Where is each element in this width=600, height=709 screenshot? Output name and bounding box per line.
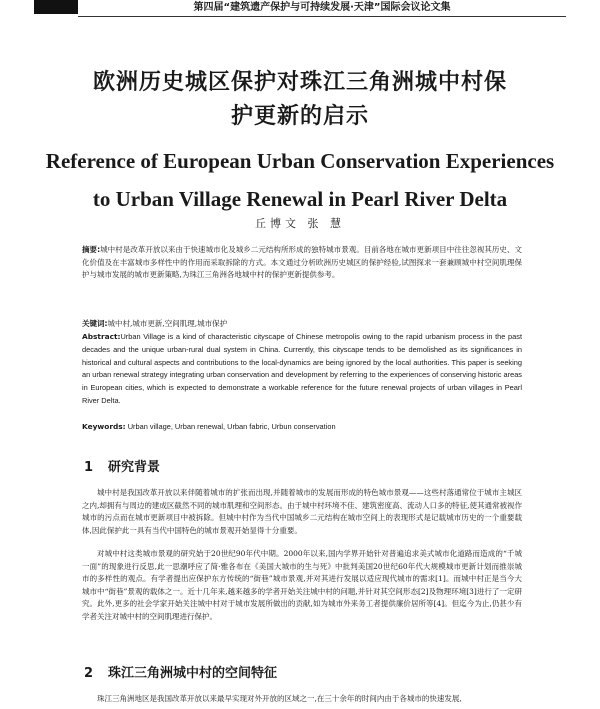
abstract-english	[82, 331, 522, 408]
header-corner-block	[34, 0, 78, 14]
chinese-title	[40, 66, 560, 134]
keywords-chinese-text: 城中村,城市更新,空间肌理,城市保护	[107, 319, 228, 328]
english-title-line-2: to Urban Village Renewal in Pearl River Delta	[92, 187, 508, 211]
section-1-paragraph-1: 城中村是我国改革开放以来伴随着城市的扩张而出现,并随着城市的发展而形成的特色城市景观——这些村落通常位于城市主城区之内,却拥有与周边的建成区截然不同的城市肌理和空间形态。由于城中村环境不佳、建筑密度高、流动人口多的特征,使其通常被视作城市的污点而在城市更新项目中被拆除。但城中村作为当代中国城乡二元结构在城市空间上的表现形式是记载城市历史的一个重要载体,因此保护此一具有当代中国特色的城市景观开始显得十分重要。	[82, 488, 522, 535]
english-title	[30, 142, 570, 218]
keywords-english-label: Keywords:	[82, 422, 126, 431]
section-2-title: 珠江三角洲城中村的空间特征	[108, 666, 278, 681]
english-title-line-1: Reference of European Urban Conservation Experiences	[45, 149, 555, 173]
abstract-english-text: Urban Village is a kind of characteristic cityscape of Chinese metropolis owing to the rapid urbanism process in the past decades and the unique urban-rural dual system in China. Currently, this cityscape tends to be demolished as its significances in historical and cultural aspects and contributions to the local-dynamics are being ignored by the local authorities. This paper is seeking an urban renewal strategy integrating urban conservation and development by referring to the experiences of conserving historic areas in European cities, which is expected to demonstrate a workable reference for the future renewal projects of urban villages in Pearl River Delta.	[82, 332, 522, 405]
keywords-chinese	[82, 318, 522, 331]
section-1-number: 1	[84, 460, 94, 475]
chinese-title-line-2: 护更新的启示	[230, 104, 369, 129]
section-2-number: 2	[84, 666, 94, 681]
abstract-chinese-text: 城中村是改革开放以来由于快速城市化及城乡二元结构所形成的独特城市景观。目前各地在城市更新项目中往往忽视其历史、文化价值及在丰富城市多样性中的作用而采取拆除的方式。本文通过分析欧洲历史城区的保护经验,试图探求一套兼顾城中村空间肌理保护与城市发展的城市更新策略,为珠江三角洲各地城中村的保护更新提供参考。	[82, 245, 523, 279]
keywords-english	[82, 421, 522, 434]
section-2-heading	[84, 662, 277, 681]
keywords-english-text: Urban village, Urban renewal, Urban fabric, Urbun conservation	[127, 422, 336, 431]
authors: 丘博文 张 慧	[255, 217, 345, 230]
abstract-chinese-label: 摘要:	[82, 245, 101, 254]
running-header: 第四届“建筑遗产保护与可持续发展·天津”国际会议论文集	[78, 0, 566, 17]
abstract-english-label: Abstract:	[82, 332, 121, 341]
section-1-title: 研究背景	[108, 460, 161, 475]
abstract-chinese	[82, 244, 522, 282]
chinese-title-line-1: 欧洲历史城区保护对珠江三角洲城中村保	[92, 70, 507, 95]
keywords-chinese-label: 关键词:	[82, 319, 108, 328]
section-1-heading	[84, 456, 160, 475]
section-2-paragraph-1: 珠江三角洲地区是我国改革开放以来最早实现对外开放的区域之一,在三十余年的时间内由于各城市的快速发展,	[97, 694, 462, 703]
section-1-paragraph-2: 对城中村这类城市景观的研究始于20世纪90年代中期。2000年以来,国内学界开始针对普遍追求美式城市化道路而造成的“千城一面”的现象进行反思,此一思潮呼应了简·雅各布在《美国大城市的生与死》中批判美国20世纪60年代大规模城市更新计划而推崇城市的多样性的观点。有学者提出应保护东方传统的“街巷”城市景观,并对其进行发展以适应现代城市的需求[1]。而城中村正是当今大城市中“街巷”景观的载体之一。近十几年来,越来越多的学者开始关注城中村的问题,并针对其空间形态[2]及物理环境[3]进行了一定研究。此外,更多的社会学家开始关注城中村对于城市发展所做出的贡献,如为城市外来务工者提供廉价居所等[4]。但迄今为止,仍甚少有学者关注对城中村的空间肌理进行保护。	[82, 549, 522, 621]
